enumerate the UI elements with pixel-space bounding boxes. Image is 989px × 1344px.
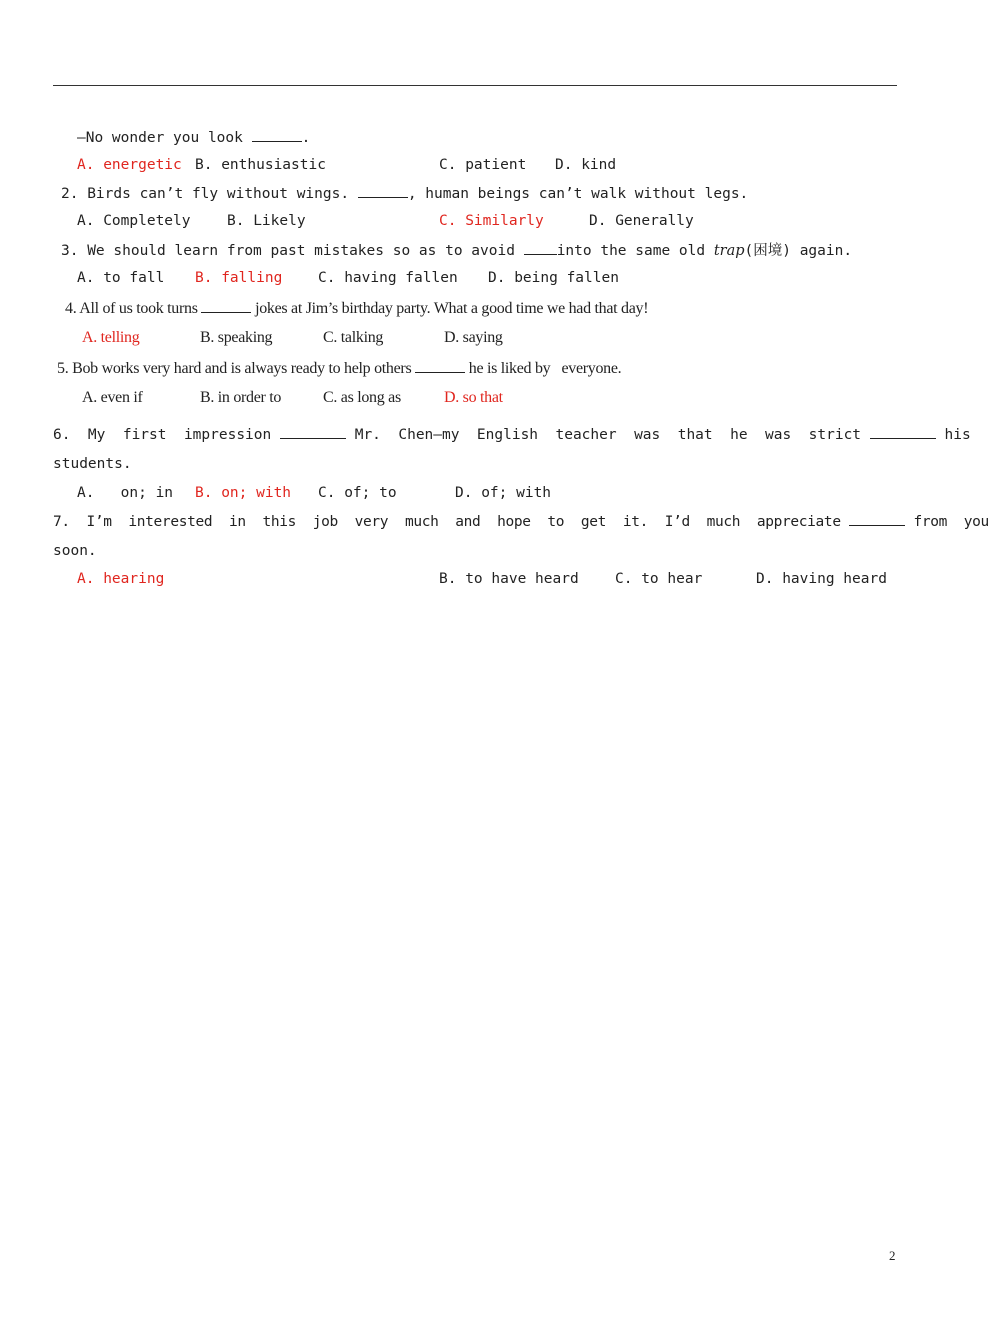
q1-option-b: B. enthusiastic: [195, 157, 326, 173]
q2-option-d: D. Generally: [589, 213, 694, 229]
header-rule: [53, 85, 897, 86]
q4-option-c: C. talking: [323, 329, 384, 346]
question-1-stem: —No wonder you look .: [77, 127, 310, 148]
q5-option-d: D. so that: [444, 389, 503, 406]
question-7-stem-continued: soon.: [53, 543, 97, 559]
q4-option-d: D. saying: [444, 329, 503, 346]
q6-option-d: D. of; with: [455, 485, 552, 501]
page-number: 2: [889, 1248, 896, 1263]
q2-option-c: C. Similarly: [439, 213, 544, 229]
q5-option-b: B. in order to: [200, 389, 282, 406]
q5-option-c: C. as long as: [323, 389, 401, 406]
question-4-stem: 4. All of us took turns jokes at Jim’s birthday party. What a good time we had that day!: [65, 300, 649, 317]
q2-option-a: A. Completely: [77, 213, 191, 229]
trap-word: trap: [713, 243, 745, 259]
question-7-stem: 7. I’m interested in this job very much and hope to get it. I’d much appreciate from you: [53, 511, 989, 532]
q6-option-b: B. on; with: [195, 485, 292, 501]
q3-option-a: A. to fall: [77, 270, 165, 286]
question-6-stem-continued: students.: [53, 456, 132, 472]
q1-option-d: D. kind: [555, 157, 617, 173]
q2-option-b: B. Likely: [227, 213, 306, 229]
q5-option-a: A. even if: [82, 389, 143, 406]
q7-option-b: B. to have heard: [439, 571, 579, 587]
q7-option-a: A. hearing: [77, 571, 165, 587]
q7-option-d: D. having heard: [756, 571, 887, 587]
q7-option-c: C. to hear: [615, 571, 703, 587]
q3-option-d: D. being fallen: [488, 270, 619, 286]
q4-option-a: A. telling: [82, 329, 140, 346]
q6-option-a: A. on; in: [77, 485, 174, 501]
q1-option-a: A. energetic: [77, 157, 182, 173]
question-3-stem: 3. We should learn from past mistakes so as to avoid into the same old trap(困境) again.: [61, 240, 852, 261]
q6-option-c: C. of; to: [318, 485, 397, 501]
q3-option-b: B. falling: [195, 270, 283, 286]
question-5-stem: 5. Bob works very hard and is always ready to help others he is liked by everyone.: [57, 360, 622, 377]
q4-option-b: B. speaking: [200, 329, 273, 346]
question-2-stem: 2. Birds can’t fly without wings. , human beings can’t walk without legs.: [61, 183, 748, 204]
q3-option-c: C. having fallen: [318, 270, 458, 286]
question-6-stem: 6. My first impression Mr. Chen—my English teacher was that he was strict his: [53, 424, 971, 445]
q1-option-c: C. patient: [439, 157, 527, 173]
